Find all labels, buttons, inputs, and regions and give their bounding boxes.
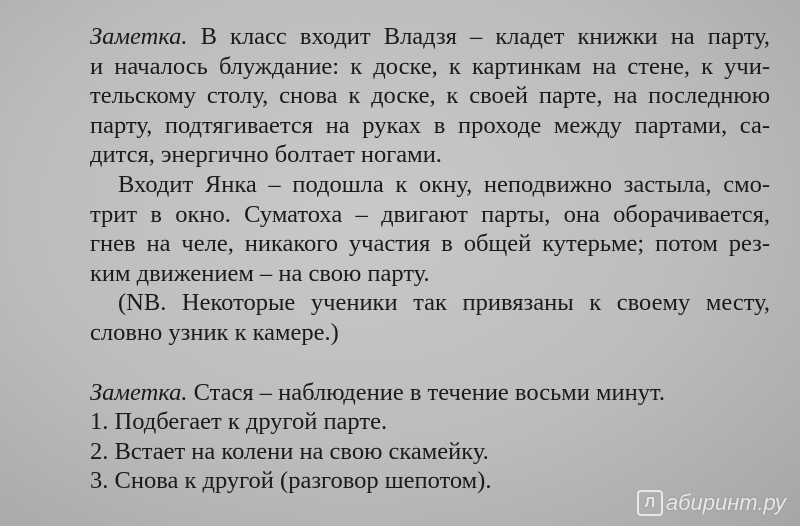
list-item: 2. Встает на колени на свою скамейку. [90,437,489,465]
line: дится, энергично болтает ногами. [90,141,442,169]
line: Заметка. Стася – наблюдение в течение восьми минут. [90,378,665,406]
note-label: Заметка. [90,23,188,50]
text-block [90,22,770,496]
line: (NB. Некоторые ученики так привязаны к своему месту, [118,289,770,317]
line: парту, подтягивается на руках в проходе между партами, са- [90,111,770,139]
line: словно узник к камере.) [90,318,339,346]
watermark [637,490,786,516]
line: и началось блуждание: к доске, к картинкам на стене, к учи- [90,52,770,80]
paragraph-gap [90,348,770,378]
list-item: 3. Снова к другой (разговор шепотом). [90,467,492,495]
line: ким движением – на свою парту. [90,259,430,287]
watermark-text: абиринт.ру [665,490,786,515]
line: гнев на челе, никакого участия в общей кутерьме; потом рез- [90,230,770,258]
line: Входит Янка – подошла к окну, неподвижно застыла, смо- [118,170,770,198]
list-item: 1. Подбегает к другой парте. [90,408,388,436]
line: тельскому столу, снова к доске, к своей парте, на последнюю [90,82,770,110]
note-label: Заметка. [90,378,188,406]
book-icon: Л [637,490,663,516]
line: трит в окно. Суматоха – двигают парты, она оборачивается, [90,200,770,228]
line: Заметка. В класс входит Владзя – кладет книжки на парту, [90,23,770,50]
